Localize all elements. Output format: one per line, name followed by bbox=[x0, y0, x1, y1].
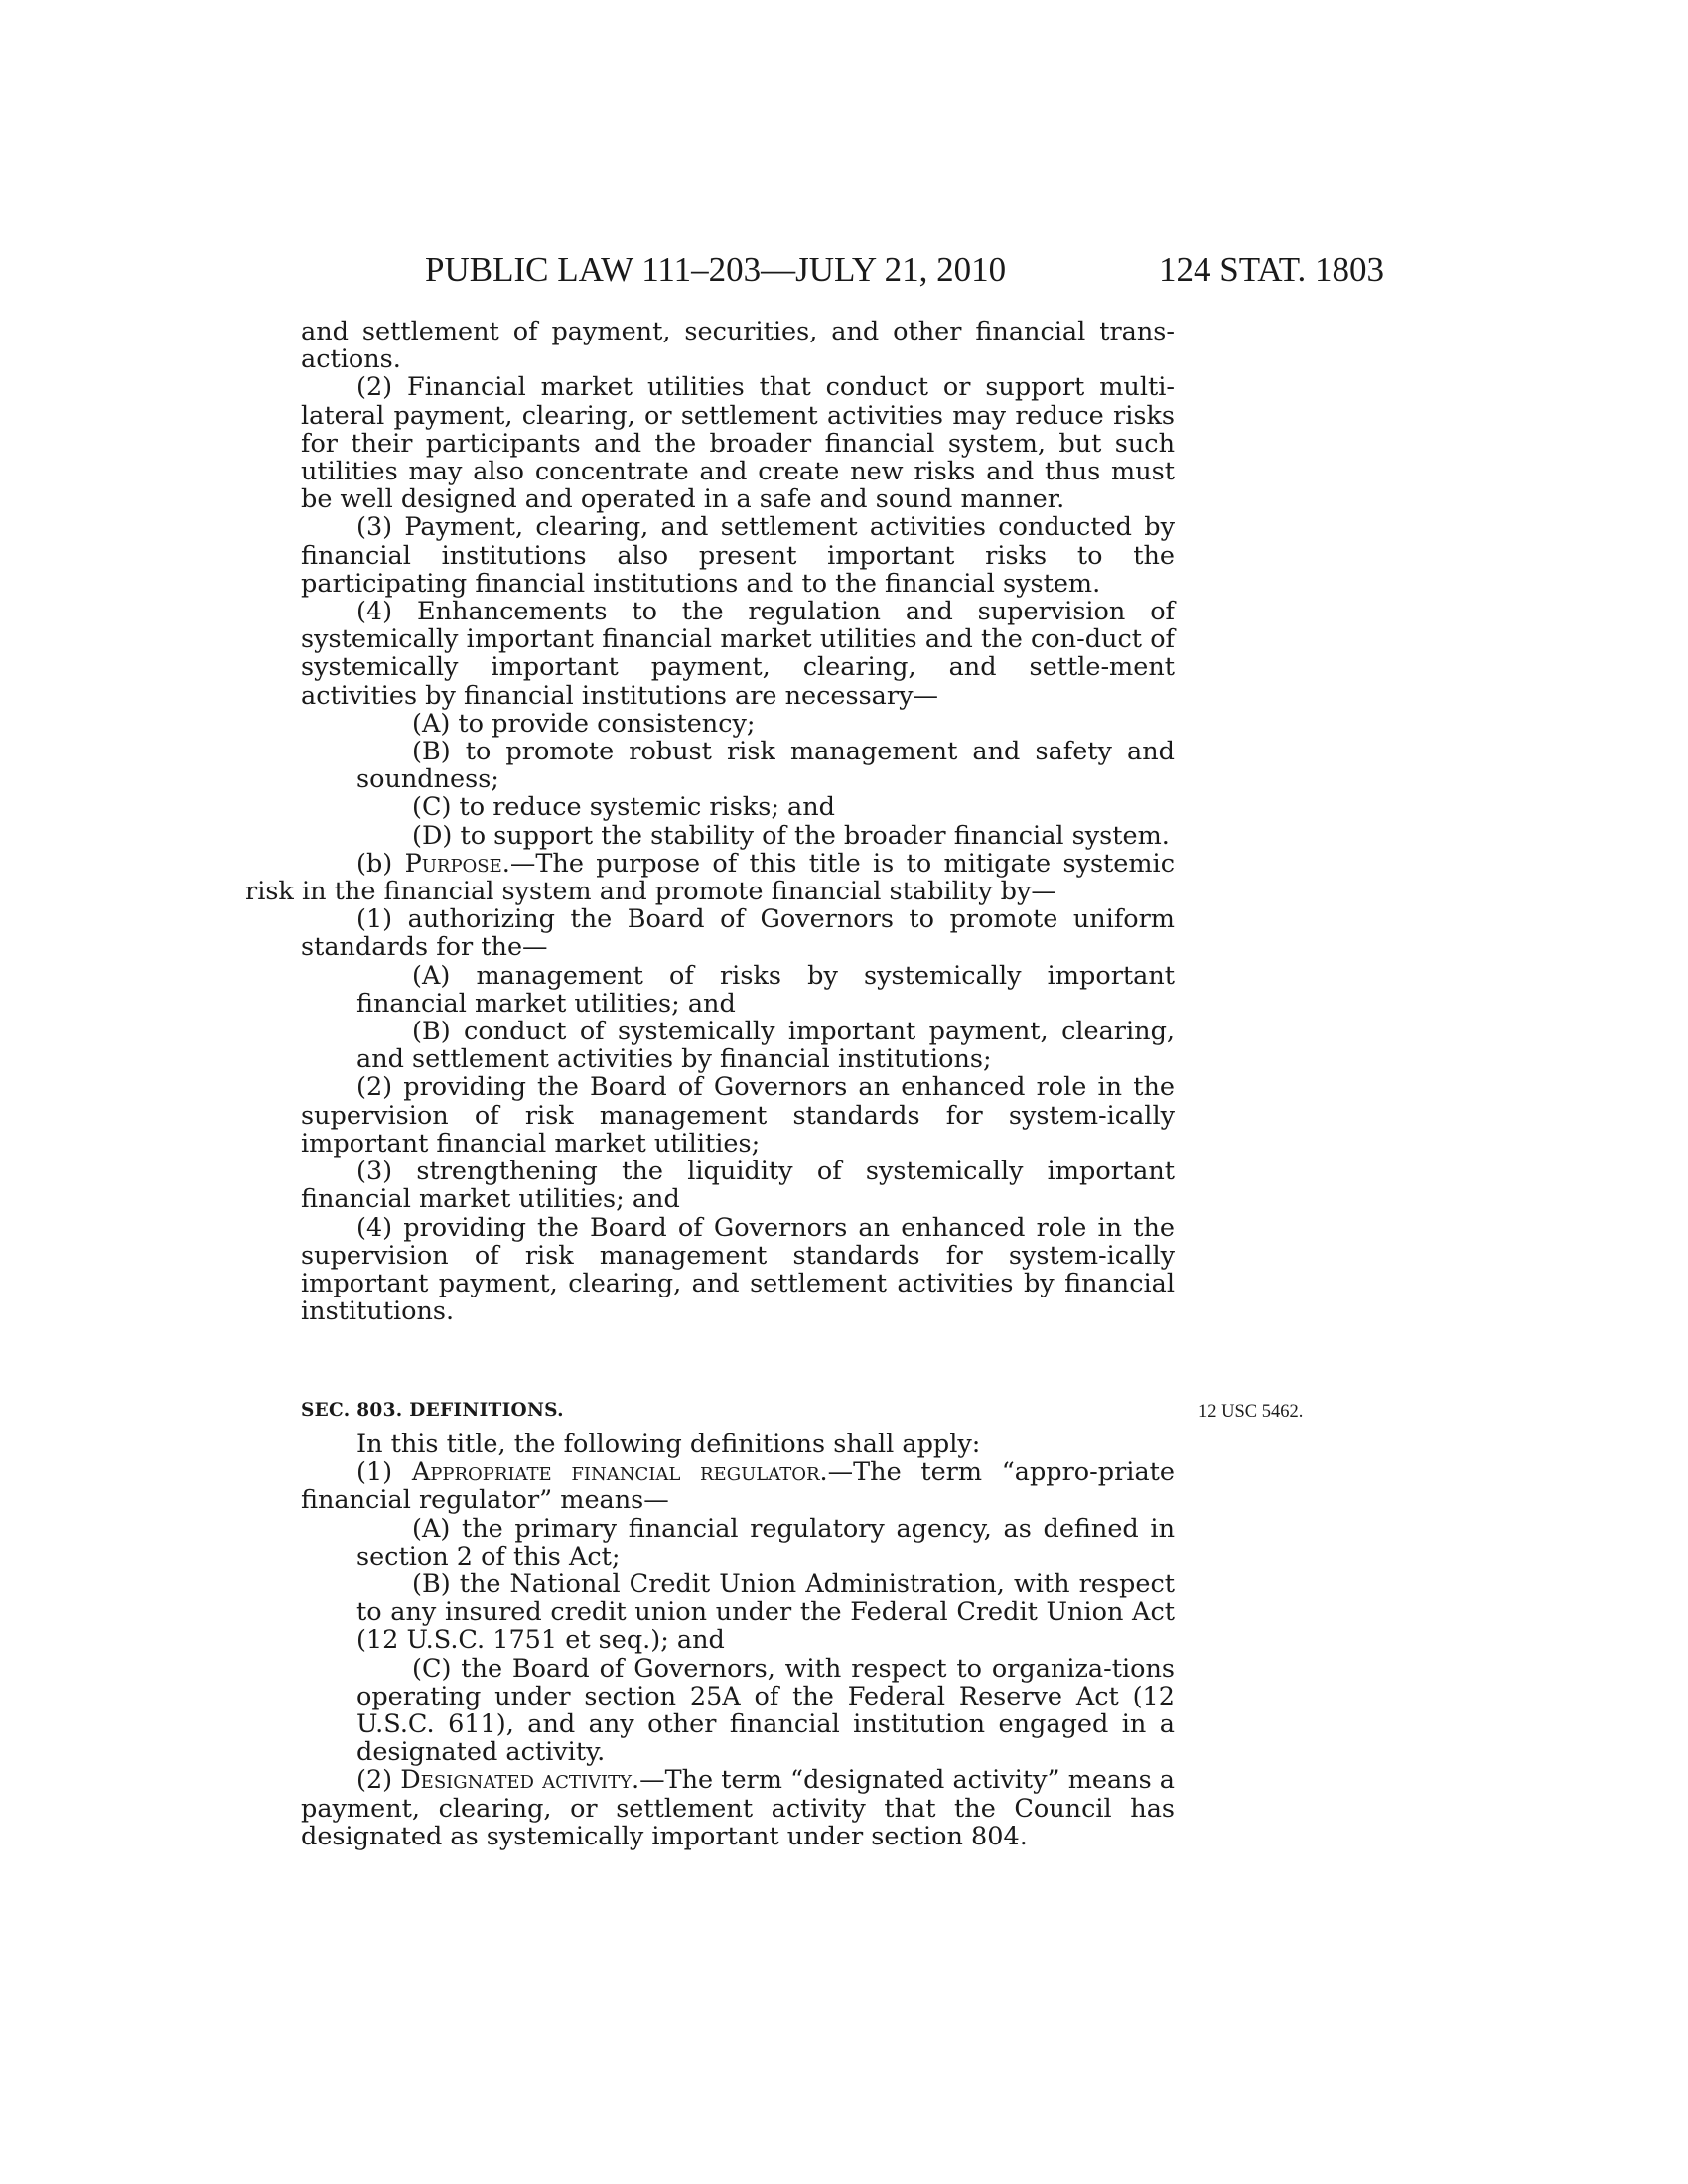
running-head-title: PUBLIC LAW 111–203—JULY 21, 2010 bbox=[425, 250, 1007, 289]
purpose-3: (3) strengthening the liquidity of systemically important financial market utilities; and bbox=[301, 1157, 1175, 1215]
statute-page-number: 124 STAT. 1803 bbox=[1159, 250, 1384, 289]
definitions-text bbox=[301, 1431, 1175, 1850]
purpose-1-a: (A) management of risks by systemically important financial market utilities; and bbox=[356, 960, 1175, 1019]
finding-4-d: (D) to support the stability of the broader financial system. bbox=[412, 820, 1170, 851]
paragraph-continuation: and settlement of payment, securities, and other financial trans-actions. bbox=[301, 317, 1175, 375]
purpose-lead: (b) bbox=[356, 848, 405, 879]
definition-2-lead: (2) bbox=[356, 1765, 401, 1796]
finding-2: (2) Financial market utilities that conduct or support multi-lateral payment, clearing, or settlement activities may reduce risks for their participants and the broader financial system, but such utilities may also concentrate and create new risks and thus must be well designed and operated in a safe and sound manner. bbox=[301, 372, 1175, 515]
definition-2 bbox=[301, 1766, 1175, 1850]
definition-1-c: (C) the Board of Governors, with respect to organiza-tions operating under section 25A of the Federal Reserve Act (12 U.S.C. 611), and any other financial institution engaged in a designated activity. bbox=[356, 1653, 1175, 1768]
purpose-2: (2) providing the Board of Governors an enhanced role in the supervision of risk management standards for system-ically important financial market utilities; bbox=[301, 1072, 1175, 1159]
purpose-4: (4) providing the Board of Governors an enhanced role in the supervision of risk management standards for system-ically important payment, clearing, and settlement activities by financial institutions. bbox=[301, 1212, 1175, 1327]
section-heading: SEC. 803. DEFINITIONS. bbox=[301, 1400, 564, 1421]
purpose-subsection bbox=[245, 850, 1175, 905]
definition-1-a: (A) the primary financial regulatory agency, as defined in section 2 of this Act; bbox=[356, 1513, 1175, 1571]
definition-2-term: Designated activity bbox=[400, 1765, 632, 1796]
finding-3: (3) Payment, clearing, and settlement activities conducted by financial institutions also present important risks to the participating financial institutions and to the financial system. bbox=[301, 512, 1175, 599]
definitions-intro: In this title, the following definitions shall apply: bbox=[356, 1430, 981, 1459]
page-header bbox=[0, 250, 1688, 290]
purpose-1: (1) authorizing the Board of Governors to promote uniform standards for the— bbox=[301, 904, 1175, 963]
definition-1-term: Appropriate financial regulator bbox=[411, 1457, 820, 1488]
definition-1-lead: (1) bbox=[356, 1457, 412, 1488]
findings-and-purpose-text bbox=[245, 317, 1175, 1327]
definition-1-b: (B) the National Credit Union Administration, with respect to any insured credit union under the Federal Credit Union Act (12 U.S.C. 1751 et seq.); and bbox=[356, 1570, 1175, 1656]
finding-4-a: (A) to provide consistency; bbox=[412, 708, 756, 739]
finding-4: (4) Enhancements to the regulation and supervision of systemically important financial market utilities and the con-duct of systemically important payment, clearing, and settle-ment activities by financial institutions are necessary— bbox=[301, 597, 1175, 711]
definition-2-text: .—The term “designated activity” means a payment, clearing, or settlement activity that the Council has designated as systemically important under section 804. bbox=[301, 1765, 1175, 1851]
finding-4-b: (B) to promote robust risk management and safety and soundness; bbox=[356, 737, 1175, 795]
definition-1 bbox=[301, 1458, 1175, 1514]
purpose-text: .—The purpose of this title is to mitigate systemic risk in the financial system and promote financial stability by— bbox=[245, 848, 1175, 907]
definition-1-text: .—The term “appro-priate financial regulator” means— bbox=[301, 1457, 1175, 1516]
purpose-1-b: (B) conduct of systemically important payment, clearing, and settlement activities by financial institutions; bbox=[356, 1017, 1175, 1075]
purpose-heading: Purpose bbox=[404, 848, 502, 879]
finding-4-c: (C) to reduce systemic risks; and bbox=[412, 792, 835, 823]
usc-margin-note: 12 USC 5462. bbox=[1198, 1402, 1304, 1422]
